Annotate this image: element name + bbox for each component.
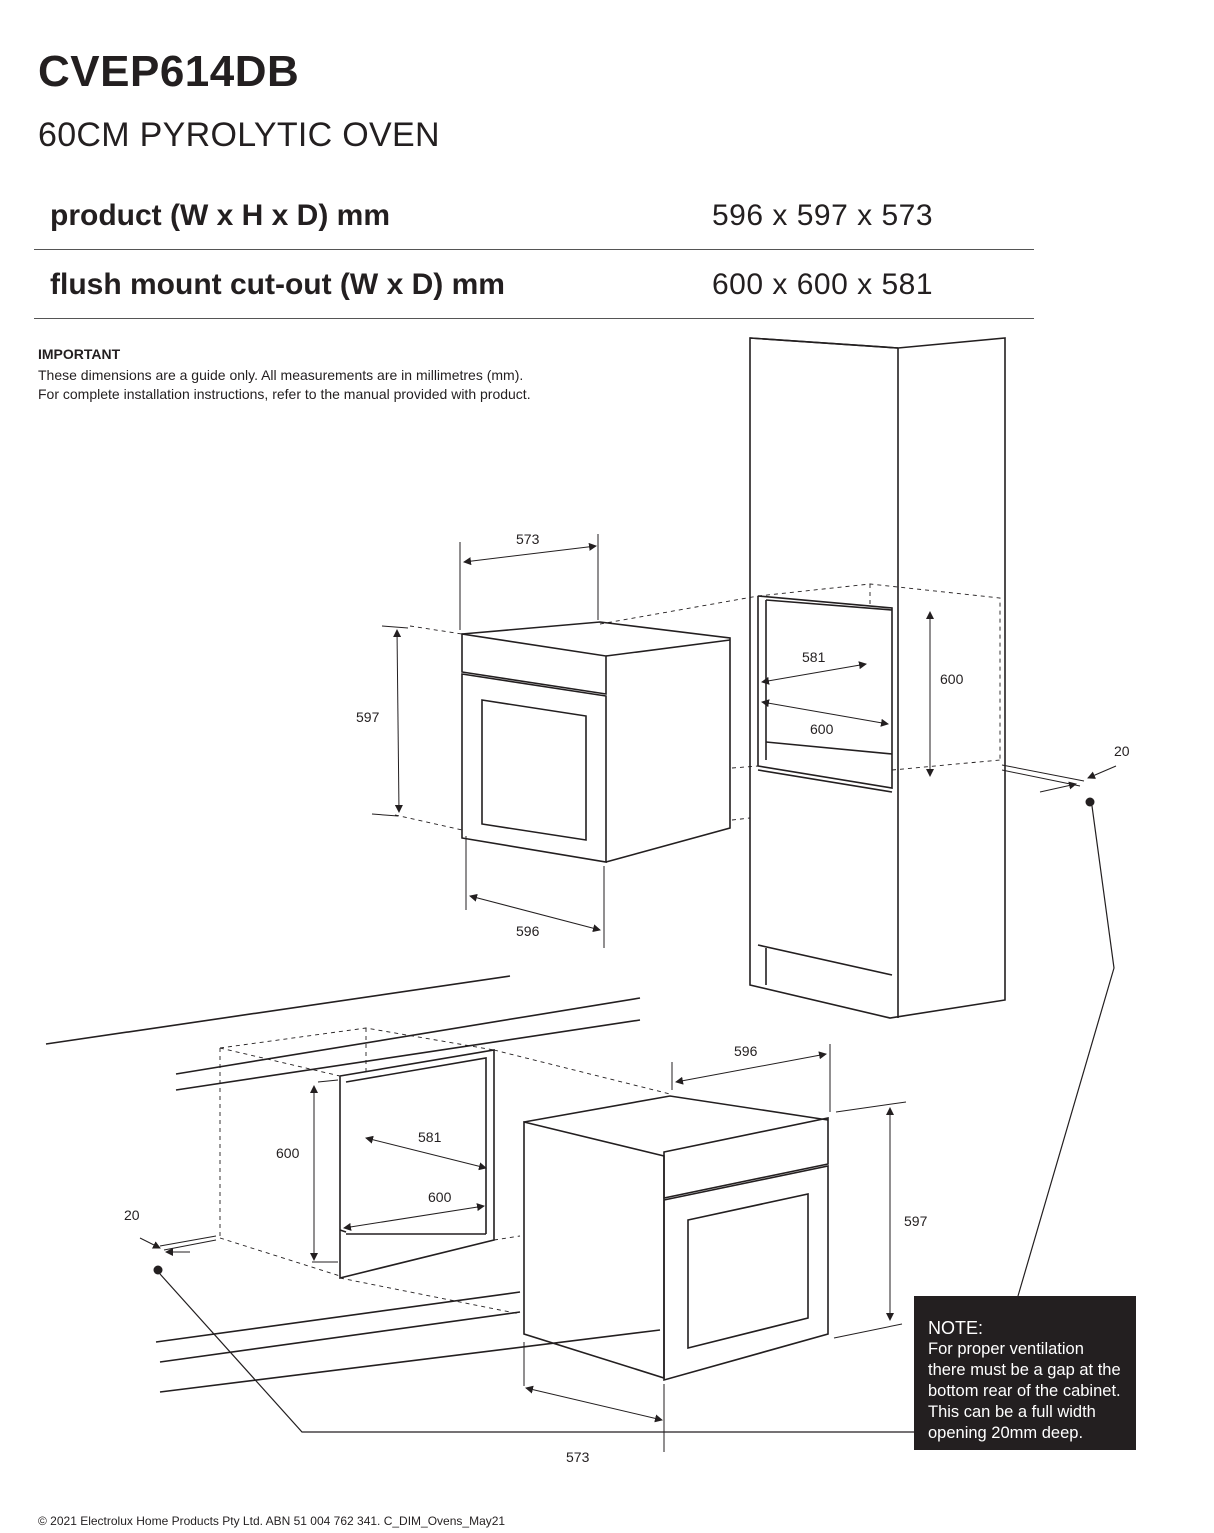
tall-cabinet <box>750 338 1005 1018</box>
vent-marker-dot <box>1086 798 1095 807</box>
spec-label-cutout: flush mount cut-out (W x D) mm <box>50 268 505 301</box>
important-line: For complete installation instructions, refer to the manual provided with product. <box>38 386 531 402</box>
dim-bottom-cutout-width: 600 <box>428 1189 452 1205</box>
dim-bottom-cutout-height: 600 <box>276 1145 300 1161</box>
note-heading: NOTE: <box>928 1318 984 1338</box>
dim-top-cutout-depth: 581 <box>802 649 826 665</box>
bench-lines <box>46 976 660 1392</box>
note-line: bottom rear of the cabinet. <box>928 1382 1121 1400</box>
dim-bottom-oven-depth: 573 <box>566 1449 590 1465</box>
dim-bottom-oven-width: 596 <box>734 1043 758 1059</box>
dim-top-cutout-width: 600 <box>810 721 834 737</box>
product-subtitle: 60CM PYROLYTIC OVEN <box>38 116 440 154</box>
dim-top-vent-gap: 20 <box>1114 743 1130 759</box>
spec-label-product: product (W x H x D) mm <box>50 199 391 232</box>
copyright-footer: © 2021 Electrolux Home Products Pty Ltd. ABN 51 004 762 341. C_DIM_Ovens_May21 <box>38 1514 506 1528</box>
oven-top <box>462 622 730 862</box>
note-line: For proper ventilation <box>928 1340 1084 1358</box>
model-title: CVEP614DB <box>38 47 300 96</box>
note-line: there must be a gap at the <box>928 1361 1121 1379</box>
dim-top-oven-width: 596 <box>516 923 540 939</box>
vent-marker-dot <box>154 1266 163 1275</box>
spec-value-cutout: 600 x 600 x 581 <box>712 268 934 301</box>
important-heading: IMPORTANT <box>38 346 121 362</box>
dim-top-oven-depth: 573 <box>516 531 540 547</box>
note-line: This can be a full width <box>928 1403 1096 1421</box>
dim-bottom-oven-height: 597 <box>904 1213 928 1229</box>
dim-top-cutout-height: 600 <box>940 671 964 687</box>
important-line: These dimensions are a guide only. All measurements are in millimetres (mm). <box>38 367 524 383</box>
dim-top-oven-height: 597 <box>356 709 380 725</box>
spec-value-product: 596 x 597 x 573 <box>712 199 934 232</box>
dim-bottom-cutout-depth: 581 <box>418 1129 442 1145</box>
ventilation-note <box>914 1296 1136 1450</box>
oven-bottom <box>524 1096 828 1380</box>
dim-bottom-vent-gap: 20 <box>124 1207 140 1223</box>
note-line: opening 20mm deep. <box>928 1424 1084 1442</box>
